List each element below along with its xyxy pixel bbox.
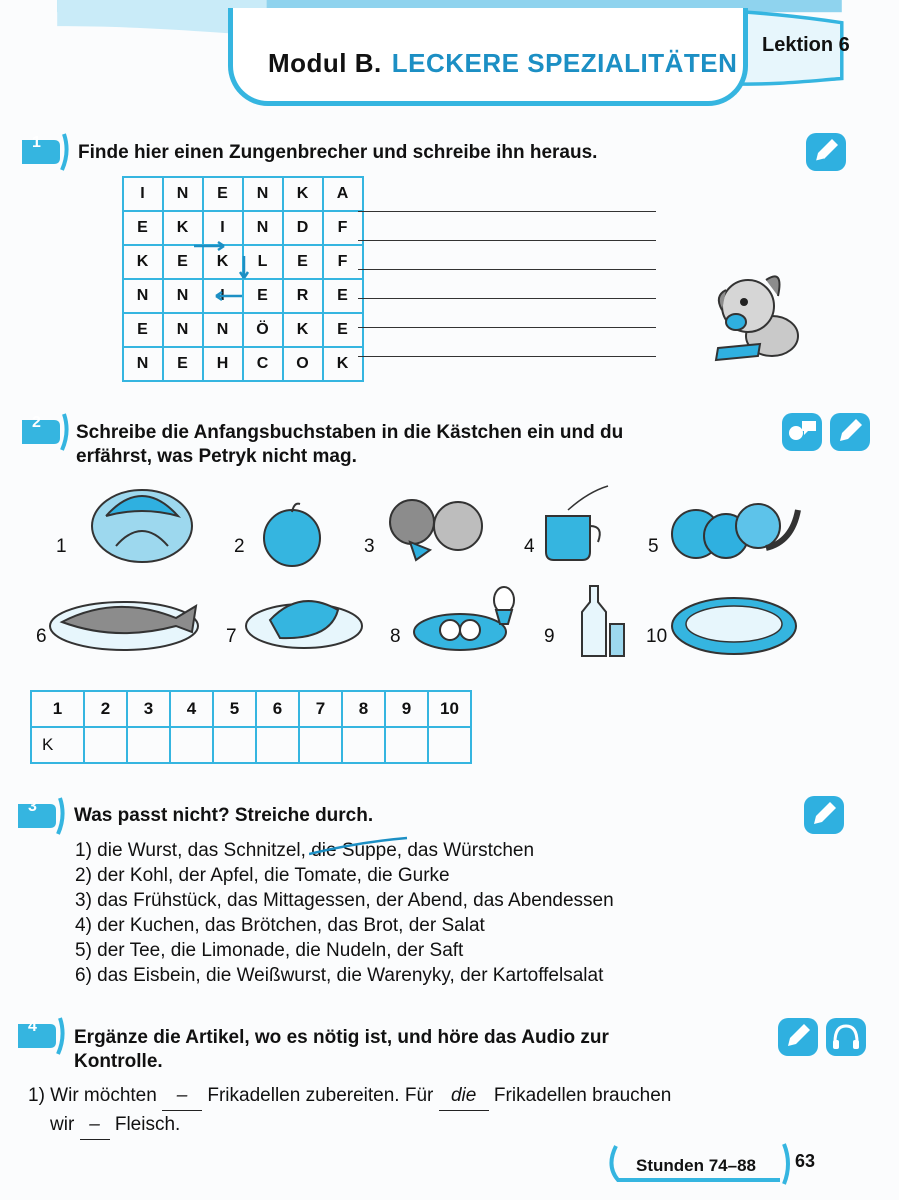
- task-3-number: [16, 796, 66, 836]
- grid-cell: N: [123, 347, 163, 381]
- grid-cell: E: [163, 347, 203, 381]
- solution-arrows: [190, 236, 260, 306]
- grid-row: [123, 347, 363, 381]
- writing-line[interactable]: [358, 240, 656, 241]
- task-4-sentence: [28, 1082, 748, 1140]
- answer-cell[interactable]: [256, 727, 299, 763]
- task-1-number-text: 1: [32, 134, 41, 151]
- answer-table: [30, 690, 472, 764]
- food-picture-cabbage: [76, 476, 206, 566]
- picture-label: 8: [390, 626, 401, 647]
- task-2-instruction-line2: erfährst, was Petryk nicht mag.: [76, 446, 357, 467]
- answer-table-header: [31, 691, 471, 727]
- grid-row: [123, 313, 363, 347]
- task-3-number-text: 3: [28, 798, 37, 815]
- answer-header-cell: 10: [428, 691, 471, 727]
- grid-cell: F: [323, 211, 363, 245]
- grid-cell: N: [243, 177, 283, 211]
- article-blank[interactable]: die: [439, 1082, 489, 1111]
- grid-cell: Ö: [243, 313, 283, 347]
- list-item: [75, 838, 614, 863]
- food-picture-salad: [668, 590, 800, 660]
- task-4-number-text: 4: [28, 1018, 37, 1035]
- grid-cell: R: [283, 279, 323, 313]
- food-picture-fruits: [666, 494, 806, 566]
- speech-icon[interactable]: [782, 413, 822, 451]
- headphones-icon[interactable]: [826, 1018, 866, 1056]
- food-picture-apple: [258, 500, 328, 570]
- grid-cell: E: [203, 177, 243, 211]
- struck-word-text: die Suppe: [311, 840, 397, 861]
- dog-mascot-icon: [708, 266, 812, 362]
- food-picture-chicken: [240, 584, 366, 656]
- task-3-instruction: Was passt nicht? Streiche durch.: [74, 805, 374, 826]
- grid-cell: N: [163, 177, 203, 211]
- article-blank[interactable]: –: [162, 1082, 202, 1111]
- task-2-instruction-line1: Schreibe die Anfangsbuchstaben in die Kästchen ein und du: [76, 422, 624, 443]
- list-item: 5) der Tee, die Limonade, die Nudeln, der Saft: [75, 940, 464, 961]
- struck-word: [311, 840, 397, 861]
- grid-cell: K: [283, 177, 323, 211]
- grid-cell: N: [123, 279, 163, 313]
- grid-cell: N: [243, 211, 283, 245]
- task-4-instruction: [74, 1026, 754, 1074]
- answer-cell[interactable]: [127, 727, 170, 763]
- grid-cell: O: [283, 347, 323, 381]
- food-picture-fish: [46, 588, 202, 658]
- grid-cell: K: [123, 245, 163, 279]
- answer-header-cell: 4: [170, 691, 213, 727]
- grid-cell: I: [123, 177, 163, 211]
- sentence-text: Fleisch.: [109, 1114, 181, 1135]
- picture-label: 6: [36, 626, 47, 647]
- writing-line[interactable]: [358, 298, 656, 299]
- grid-cell: N: [163, 279, 203, 313]
- sentence-text: Frikadellen zubereiten. Für: [202, 1085, 439, 1106]
- list-item: 2) der Kohl, der Apfel, die Tomate, die Gurke: [75, 865, 450, 886]
- grid-cell: D: [283, 211, 323, 245]
- sentence-text: 1) Wir möchten: [28, 1085, 163, 1106]
- page-title: [268, 48, 737, 79]
- answer-cell[interactable]: [342, 727, 385, 763]
- grid-cell: H: [203, 347, 243, 381]
- grid-row: [123, 177, 363, 211]
- answer-cell[interactable]: [385, 727, 428, 763]
- answer-header-cell: 9: [385, 691, 428, 727]
- grid-cell: F: [323, 245, 363, 279]
- grid-cell: K: [323, 347, 363, 381]
- article-blank[interactable]: –: [80, 1111, 110, 1140]
- picture-label: 7: [226, 626, 237, 647]
- picture-label: 2: [234, 536, 245, 557]
- pencil-icon[interactable]: [804, 796, 844, 834]
- task-4-number: [16, 1016, 66, 1056]
- answer-header-cell: 8: [342, 691, 385, 727]
- page-number: 63: [795, 1151, 816, 1171]
- task-1-instruction: Finde hier einen Zungenbrecher und schreibe ihn heraus.: [78, 142, 598, 163]
- task-2-number-text: 2: [32, 414, 41, 431]
- grid-cell: N: [203, 313, 243, 347]
- answer-cell[interactable]: [428, 727, 471, 763]
- picture-label: 5: [648, 536, 659, 557]
- task-2-instruction: [76, 421, 756, 469]
- grid-cell: N: [163, 313, 203, 347]
- answer-header-cell: 7: [299, 691, 342, 727]
- grid-cell: K: [163, 211, 203, 245]
- grid-cell: E: [163, 245, 203, 279]
- task-4-instruction-line2: Kontrolle.: [74, 1051, 163, 1072]
- food-picture-tea: [538, 482, 618, 566]
- sentence-text: wir: [50, 1114, 80, 1135]
- answer-header-cell: 3: [127, 691, 170, 727]
- picture-label: 10: [646, 626, 668, 647]
- grid-cell: I: [203, 211, 243, 245]
- grid-cell: K: [283, 313, 323, 347]
- task-3-list: [75, 838, 614, 988]
- food-picture-beets: [370, 490, 500, 566]
- answer-cell[interactable]: [213, 727, 256, 763]
- grid-cell: E: [123, 313, 163, 347]
- answer-header-cell: 5: [213, 691, 256, 727]
- task-badge-icon: [20, 412, 70, 452]
- food-picture-egg: [408, 584, 524, 656]
- lektion-label: Lektion 6: [762, 34, 850, 56]
- grid-cell: K: [203, 245, 243, 279]
- writing-line[interactable]: [358, 327, 656, 328]
- grid-cell: E: [123, 211, 163, 245]
- pencil-icon[interactable]: [778, 1018, 818, 1056]
- list-item-text: 1) die Wurst, das Schnitzel,: [75, 840, 312, 861]
- answer-cell[interactable]: K: [31, 727, 84, 763]
- pencil-icon[interactable]: [806, 133, 846, 171]
- grid-cell: I: [203, 279, 243, 313]
- writing-line[interactable]: [358, 269, 656, 270]
- pencil-icon[interactable]: [830, 413, 870, 451]
- answer-cell[interactable]: [84, 727, 127, 763]
- topic-title: LECKERE SPEZIALITÄTEN: [391, 48, 738, 78]
- list-item: 4) der Kuchen, das Brötchen, das Brot, der Salat: [75, 915, 485, 936]
- answer-header-cell: 6: [256, 691, 299, 727]
- answer-cell[interactable]: [170, 727, 213, 763]
- grid-cell: L: [243, 245, 283, 279]
- answer-table-row: [31, 727, 471, 763]
- grid-cell: C: [243, 347, 283, 381]
- strikethrough-mark: [309, 836, 409, 860]
- grid-cell: E: [243, 279, 283, 313]
- picture-label: 4: [524, 536, 535, 557]
- answer-cell[interactable]: [299, 727, 342, 763]
- sentence-text: Frikadellen brauchen: [488, 1085, 672, 1106]
- writing-line[interactable]: [358, 356, 656, 357]
- answer-header-cell: 1: [31, 691, 84, 727]
- picture-label: 3: [364, 536, 375, 557]
- task-badge-icon: [16, 796, 66, 836]
- grid-cell: A: [323, 177, 363, 211]
- footer-stunden: Stunden 74–88: [636, 1156, 756, 1175]
- list-item: 3) das Frühstück, das Mittagessen, der Abend, das Abendessen: [75, 890, 614, 911]
- task-1-number: [20, 132, 70, 172]
- grid-cell: E: [323, 279, 363, 313]
- picture-label: 9: [544, 626, 555, 647]
- grid-cell: E: [323, 313, 363, 347]
- task-badge-icon: [16, 1016, 66, 1056]
- list-item: 6) das Eisbein, die Weißwurst, die Warenyky, der Kartoffelsalat: [75, 965, 604, 986]
- food-picture-bottle: [566, 584, 628, 660]
- task-4-instruction-line1: Ergänze die Artikel, wo es nötig ist, und höre das Audio zur: [74, 1027, 609, 1048]
- writing-line[interactable]: [358, 211, 656, 212]
- answer-header-cell: 2: [84, 691, 127, 727]
- task-2-number: [20, 412, 70, 452]
- modul-label: Modul B.: [268, 48, 382, 78]
- list-item-text: , das Würstchen: [396, 840, 535, 861]
- picture-label: 1: [56, 536, 67, 557]
- grid-cell: E: [283, 245, 323, 279]
- task-badge-icon: [20, 132, 70, 172]
